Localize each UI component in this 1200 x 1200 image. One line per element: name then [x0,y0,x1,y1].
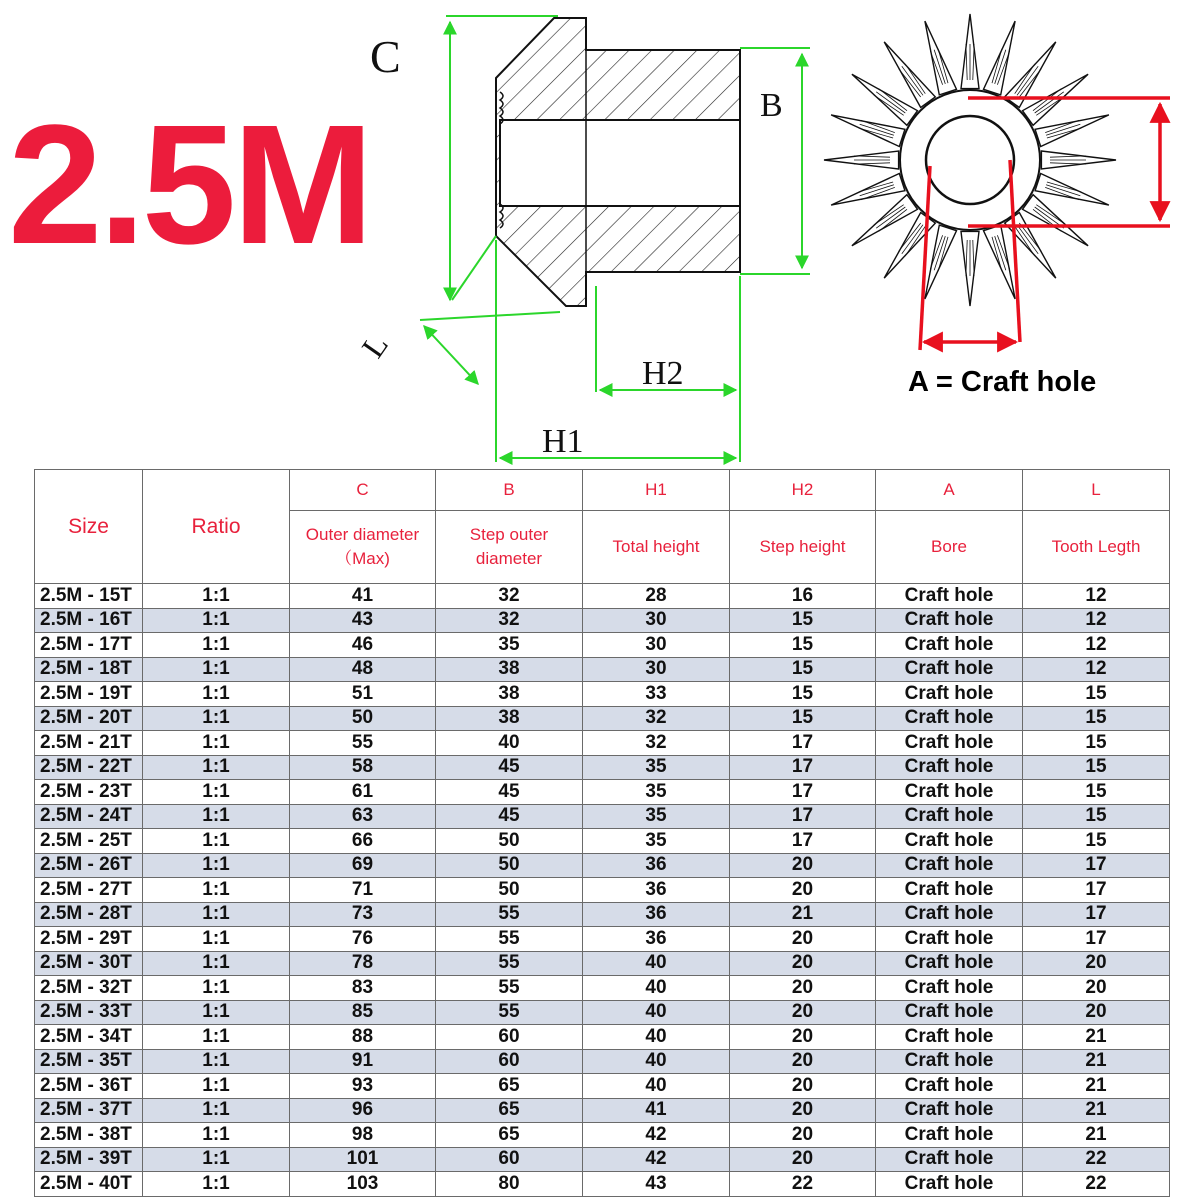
tooth-length-cell: 12 [1023,657,1170,682]
table-row [35,878,1170,903]
size-cell: 2.5M - 25T [35,829,143,854]
total-height-cell: 40 [583,1000,730,1025]
table-row [35,1025,1170,1050]
ratio-cell: 1:1 [143,608,290,633]
total-height-cell: 36 [583,902,730,927]
bore-cell: Craft hole [876,976,1023,1001]
total-height-cell: 33 [583,682,730,707]
step-outer-diameter-cell: 32 [436,608,583,633]
step-height-cell: 15 [730,682,876,707]
bore-cell: Craft hole [876,633,1023,658]
total-height-cell: 42 [583,1123,730,1148]
size-cell: 2.5M - 21T [35,731,143,756]
size-cell: 2.5M - 17T [35,633,143,658]
step-height-cell: 20 [730,1049,876,1074]
step-outer-diameter-cell: 80 [436,1172,583,1197]
tooth-length-cell: 12 [1023,633,1170,658]
table-row [35,731,1170,756]
tooth-length-cell: 15 [1023,829,1170,854]
tooth-length-cell: 12 [1023,584,1170,609]
size-cell: 2.5M - 30T [35,951,143,976]
table-row [35,1074,1170,1099]
table-row [35,682,1170,707]
size-cell: 2.5M - 32T [35,976,143,1001]
ratio-cell: 1:1 [143,927,290,952]
tooth-length-cell: 22 [1023,1172,1170,1197]
outer-diameter-cell: 91 [290,1049,436,1074]
outer-diameter-cell: 69 [290,853,436,878]
header-description: Step height [730,511,876,584]
outer-diameter-cell: 58 [290,755,436,780]
label-h2: H2 [642,355,684,392]
tooth-length-cell: 15 [1023,804,1170,829]
size-cell: 2.5M - 15T [35,584,143,609]
outer-diameter-cell: 71 [290,878,436,903]
header-letter: B [436,470,583,511]
step-height-cell: 20 [730,1147,876,1172]
spec-table [34,469,1170,1197]
ratio-cell: 1:1 [143,1098,290,1123]
header-letter: A [876,470,1023,511]
table-row [35,1049,1170,1074]
step-height-cell: 21 [730,902,876,927]
step-height-cell: 20 [730,1074,876,1099]
tooth-length-cell: 15 [1023,706,1170,731]
ratio-cell: 1:1 [143,902,290,927]
table-row [35,706,1170,731]
outer-diameter-cell: 76 [290,927,436,952]
bore-cell: Craft hole [876,608,1023,633]
total-height-cell: 40 [583,951,730,976]
size-cell: 2.5M - 16T [35,608,143,633]
header-description: Bore [876,511,1023,584]
header-letter-row [35,470,1170,511]
total-height-cell: 36 [583,927,730,952]
table-row [35,1147,1170,1172]
bore-cell: Craft hole [876,1098,1023,1123]
step-outer-diameter-cell: 60 [436,1049,583,1074]
total-height-cell: 35 [583,829,730,854]
table-row [35,1123,1170,1148]
ratio-cell: 1:1 [143,755,290,780]
step-height-cell: 17 [730,829,876,854]
size-cell: 2.5M - 23T [35,780,143,805]
bore-cell: Craft hole [876,706,1023,731]
header-letter: L [1023,470,1170,511]
label-c: C [370,31,401,82]
step-outer-diameter-cell: 38 [436,682,583,707]
table-row [35,780,1170,805]
total-height-cell: 36 [583,853,730,878]
ratio-cell: 1:1 [143,951,290,976]
table-row [35,1000,1170,1025]
bore-cell: Craft hole [876,1000,1023,1025]
ratio-cell: 1:1 [143,1049,290,1074]
ratio-cell: 1:1 [143,584,290,609]
outer-diameter-cell: 61 [290,780,436,805]
ratio-cell: 1:1 [143,633,290,658]
spec-table-body [35,584,1170,1197]
outer-diameter-cell: 73 [290,902,436,927]
tooth-length-cell: 22 [1023,1147,1170,1172]
size-cell: 2.5M - 37T [35,1098,143,1123]
bore-cell: Craft hole [876,755,1023,780]
table-row [35,657,1170,682]
header-description: Outer diameter（Max) [290,511,436,584]
bore-cell: Craft hole [876,902,1023,927]
total-height-cell: 35 [583,780,730,805]
total-height-cell: 40 [583,1049,730,1074]
size-cell: 2.5M - 28T [35,902,143,927]
tooth-length-cell: 17 [1023,927,1170,952]
bore-cell: Craft hole [876,853,1023,878]
tooth-length-cell: 17 [1023,878,1170,903]
bore-cell: Craft hole [876,682,1023,707]
step-height-cell: 20 [730,951,876,976]
bevel-gear-front-view-drawing [824,14,1116,306]
header-letter: H1 [583,470,730,511]
ratio-cell: 1:1 [143,1000,290,1025]
tooth-length-cell: 20 [1023,1000,1170,1025]
header-description: Tooth Legth [1023,511,1170,584]
outer-diameter-cell: 98 [290,1123,436,1148]
ratio-cell: 1:1 [143,1123,290,1148]
ratio-cell: 1:1 [143,853,290,878]
bore-cell: Craft hole [876,1147,1023,1172]
step-outer-diameter-cell: 55 [436,976,583,1001]
ratio-cell: 1:1 [143,682,290,707]
label-b: B [760,87,783,124]
step-outer-diameter-cell: 45 [436,804,583,829]
ratio-cell: 1:1 [143,731,290,756]
ratio-cell: 1:1 [143,780,290,805]
size-cell: 2.5M - 39T [35,1147,143,1172]
size-cell: 2.5M - 26T [35,853,143,878]
ratio-cell: 1:1 [143,1172,290,1197]
size-cell: 2.5M - 22T [35,755,143,780]
step-outer-diameter-cell: 55 [436,951,583,976]
step-outer-diameter-cell: 40 [436,731,583,756]
step-outer-diameter-cell: 60 [436,1025,583,1050]
step-height-cell: 15 [730,633,876,658]
table-row [35,1098,1170,1123]
outer-diameter-cell: 85 [290,1000,436,1025]
size-cell: 2.5M - 38T [35,1123,143,1148]
tooth-length-cell: 21 [1023,1123,1170,1148]
total-height-cell: 30 [583,657,730,682]
bore-cell: Craft hole [876,1049,1023,1074]
tooth-length-cell: 12 [1023,608,1170,633]
outer-diameter-cell: 78 [290,951,436,976]
step-height-cell: 20 [730,853,876,878]
craft-hole-caption: A = Craft hole [908,366,1097,398]
bore-cell: Craft hole [876,1172,1023,1197]
header-description: Total height [583,511,730,584]
tooth-length-cell: 17 [1023,902,1170,927]
label-h1: H1 [542,423,584,460]
step-height-cell: 16 [730,584,876,609]
bore-cell: Craft hole [876,1123,1023,1148]
tooth-length-cell: 21 [1023,1098,1170,1123]
bore-cell: Craft hole [876,927,1023,952]
step-height-cell: 20 [730,1000,876,1025]
step-height-cell: 20 [730,976,876,1001]
bore-cell: Craft hole [876,1074,1023,1099]
bore-cell: Craft hole [876,1025,1023,1050]
total-height-cell: 35 [583,804,730,829]
tooth-length-cell: 15 [1023,780,1170,805]
outer-diameter-cell: 103 [290,1172,436,1197]
table-row [35,927,1170,952]
step-height-cell: 15 [730,706,876,731]
total-height-cell: 35 [583,755,730,780]
step-outer-diameter-cell: 65 [436,1123,583,1148]
tooth-length-cell: 21 [1023,1025,1170,1050]
label-l: L [354,327,395,365]
step-height-cell: 17 [730,780,876,805]
total-height-cell: 30 [583,633,730,658]
outer-diameter-cell: 63 [290,804,436,829]
header-letter: C [290,470,436,511]
total-height-cell: 41 [583,1098,730,1123]
bore-cell: Craft hole [876,780,1023,805]
step-height-cell: 22 [730,1172,876,1197]
bore-cell: Craft hole [876,657,1023,682]
bevel-gear-section-drawing [496,18,740,306]
step-height-cell: 20 [730,1123,876,1148]
table-row [35,1172,1170,1197]
size-cell: 2.5M - 34T [35,1025,143,1050]
step-outer-diameter-cell: 55 [436,1000,583,1025]
step-height-cell: 20 [730,1098,876,1123]
step-outer-diameter-cell: 55 [436,927,583,952]
step-outer-diameter-cell: 50 [436,829,583,854]
step-height-cell: 17 [730,755,876,780]
tooth-length-cell: 21 [1023,1074,1170,1099]
bore-cell: Craft hole [876,731,1023,756]
ratio-cell: 1:1 [143,1074,290,1099]
table-row [35,976,1170,1001]
step-outer-diameter-cell: 38 [436,706,583,731]
size-cell: 2.5M - 36T [35,1074,143,1099]
total-height-cell: 40 [583,1025,730,1050]
ratio-header: Ratio [143,470,290,584]
tooth-length-cell: 20 [1023,951,1170,976]
table-row [35,804,1170,829]
size-cell: 2.5M - 19T [35,682,143,707]
outer-diameter-cell: 41 [290,584,436,609]
size-cell: 2.5M - 35T [35,1049,143,1074]
ratio-cell: 1:1 [143,706,290,731]
total-height-cell: 40 [583,1074,730,1099]
step-outer-diameter-cell: 50 [436,878,583,903]
table-row [35,584,1170,609]
bore-cell: Craft hole [876,584,1023,609]
table-row [35,902,1170,927]
total-height-cell: 30 [583,608,730,633]
outer-diameter-cell: 55 [290,731,436,756]
tooth-length-cell: 15 [1023,731,1170,756]
step-outer-diameter-cell: 32 [436,584,583,609]
ratio-cell: 1:1 [143,829,290,854]
size-cell: 2.5M - 29T [35,927,143,952]
step-outer-diameter-cell: 65 [436,1098,583,1123]
total-height-cell: 32 [583,706,730,731]
table-row [35,633,1170,658]
outer-diameter-cell: 96 [290,1098,436,1123]
size-cell: 2.5M - 18T [35,657,143,682]
total-height-cell: 36 [583,878,730,903]
step-outer-diameter-cell: 55 [436,902,583,927]
step-height-cell: 15 [730,657,876,682]
size-cell: 2.5M - 33T [35,1000,143,1025]
step-height-cell: 20 [730,878,876,903]
tooth-length-cell: 20 [1023,976,1170,1001]
ratio-cell: 1:1 [143,804,290,829]
bore-cell: Craft hole [876,951,1023,976]
outer-diameter-cell: 88 [290,1025,436,1050]
header-description: Step outer diameter [436,511,583,584]
tooth-length-cell: 15 [1023,755,1170,780]
step-height-cell: 17 [730,804,876,829]
step-outer-diameter-cell: 65 [436,1074,583,1099]
ratio-cell: 1:1 [143,976,290,1001]
step-height-cell: 20 [730,927,876,952]
table-row [35,829,1170,854]
size-header: Size [35,470,143,584]
step-outer-diameter-cell: 45 [436,780,583,805]
tooth-length-cell: 17 [1023,853,1170,878]
table-row [35,853,1170,878]
size-cell: 2.5M - 27T [35,878,143,903]
outer-diameter-cell: 51 [290,682,436,707]
ratio-cell: 1:1 [143,878,290,903]
total-height-cell: 43 [583,1172,730,1197]
step-outer-diameter-cell: 60 [436,1147,583,1172]
step-height-cell: 20 [730,1025,876,1050]
bore-cell: Craft hole [876,804,1023,829]
total-height-cell: 40 [583,976,730,1001]
table-row [35,951,1170,976]
table-row [35,608,1170,633]
total-height-cell: 28 [583,584,730,609]
outer-diameter-cell: 93 [290,1074,436,1099]
bore-cell: Craft hole [876,878,1023,903]
bore-cell: Craft hole [876,829,1023,854]
outer-diameter-cell: 48 [290,657,436,682]
total-height-cell: 32 [583,731,730,756]
step-height-cell: 17 [730,731,876,756]
header-letter: H2 [730,470,876,511]
module-size-title: 2.5M [8,90,370,280]
step-outer-diameter-cell: 38 [436,657,583,682]
outer-diameter-cell: 46 [290,633,436,658]
outer-diameter-cell: 43 [290,608,436,633]
step-outer-diameter-cell: 35 [436,633,583,658]
ratio-cell: 1:1 [143,1025,290,1050]
total-height-cell: 42 [583,1147,730,1172]
table-row [35,755,1170,780]
tooth-length-cell: 15 [1023,682,1170,707]
step-outer-diameter-cell: 50 [436,853,583,878]
outer-diameter-cell: 66 [290,829,436,854]
step-height-cell: 15 [730,608,876,633]
tooth-length-cell: 21 [1023,1049,1170,1074]
size-cell: 2.5M - 40T [35,1172,143,1197]
step-outer-diameter-cell: 45 [436,755,583,780]
ratio-cell: 1:1 [143,657,290,682]
ratio-cell: 1:1 [143,1147,290,1172]
size-cell: 2.5M - 20T [35,706,143,731]
size-cell: 2.5M - 24T [35,804,143,829]
outer-diameter-cell: 83 [290,976,436,1001]
outer-diameter-cell: 50 [290,706,436,731]
outer-diameter-cell: 101 [290,1147,436,1172]
